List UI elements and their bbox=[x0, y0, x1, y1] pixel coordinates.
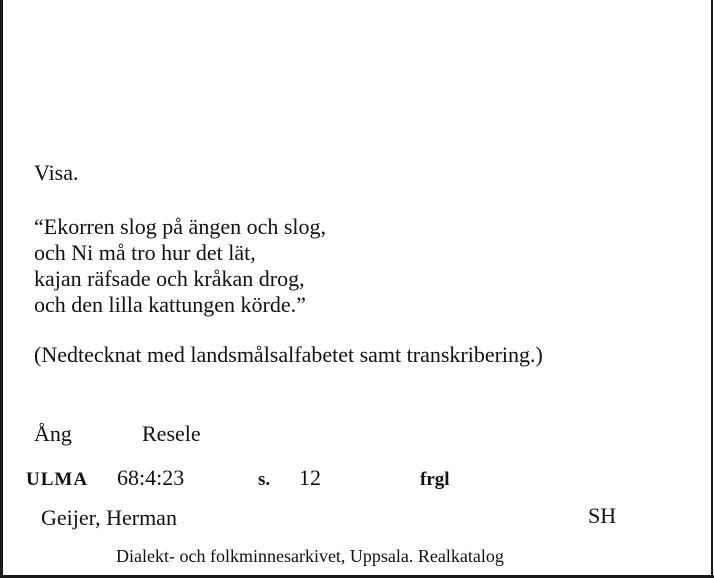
card-heading: Visa. bbox=[34, 160, 79, 185]
verse-line: och Ni må tro hur det lät, bbox=[34, 240, 256, 265]
place-ang: Ång bbox=[34, 421, 72, 446]
category-code: frgl bbox=[420, 469, 450, 490]
recorder-initials: SH bbox=[588, 503, 617, 528]
verse-line: och den lilla kattungen körde.” bbox=[34, 292, 306, 317]
informant-name: Geijer, Herman bbox=[41, 505, 177, 530]
verse-line: kajan räfsade och kråkan drog, bbox=[34, 266, 305, 291]
card-border-right bbox=[711, 0, 713, 578]
place-resele: Resele bbox=[142, 421, 201, 446]
card-border-left bbox=[0, 0, 3, 578]
verse-block bbox=[34, 214, 326, 318]
archive-footer: Dialekt- och folkminnesarkivet, Uppsala. Realkatalog bbox=[116, 546, 504, 566]
transcription-note: (Nedtecknat med landsmålsalfabetet samt transkribering.) bbox=[34, 342, 543, 367]
verse-line: “Ekorren slog på ängen och slog, bbox=[34, 214, 327, 239]
page-number: 12 bbox=[299, 465, 321, 490]
shelfmark: 68:4:23 bbox=[117, 465, 185, 490]
archive-code: ULMA bbox=[26, 469, 89, 490]
page-label: s. bbox=[258, 469, 271, 490]
